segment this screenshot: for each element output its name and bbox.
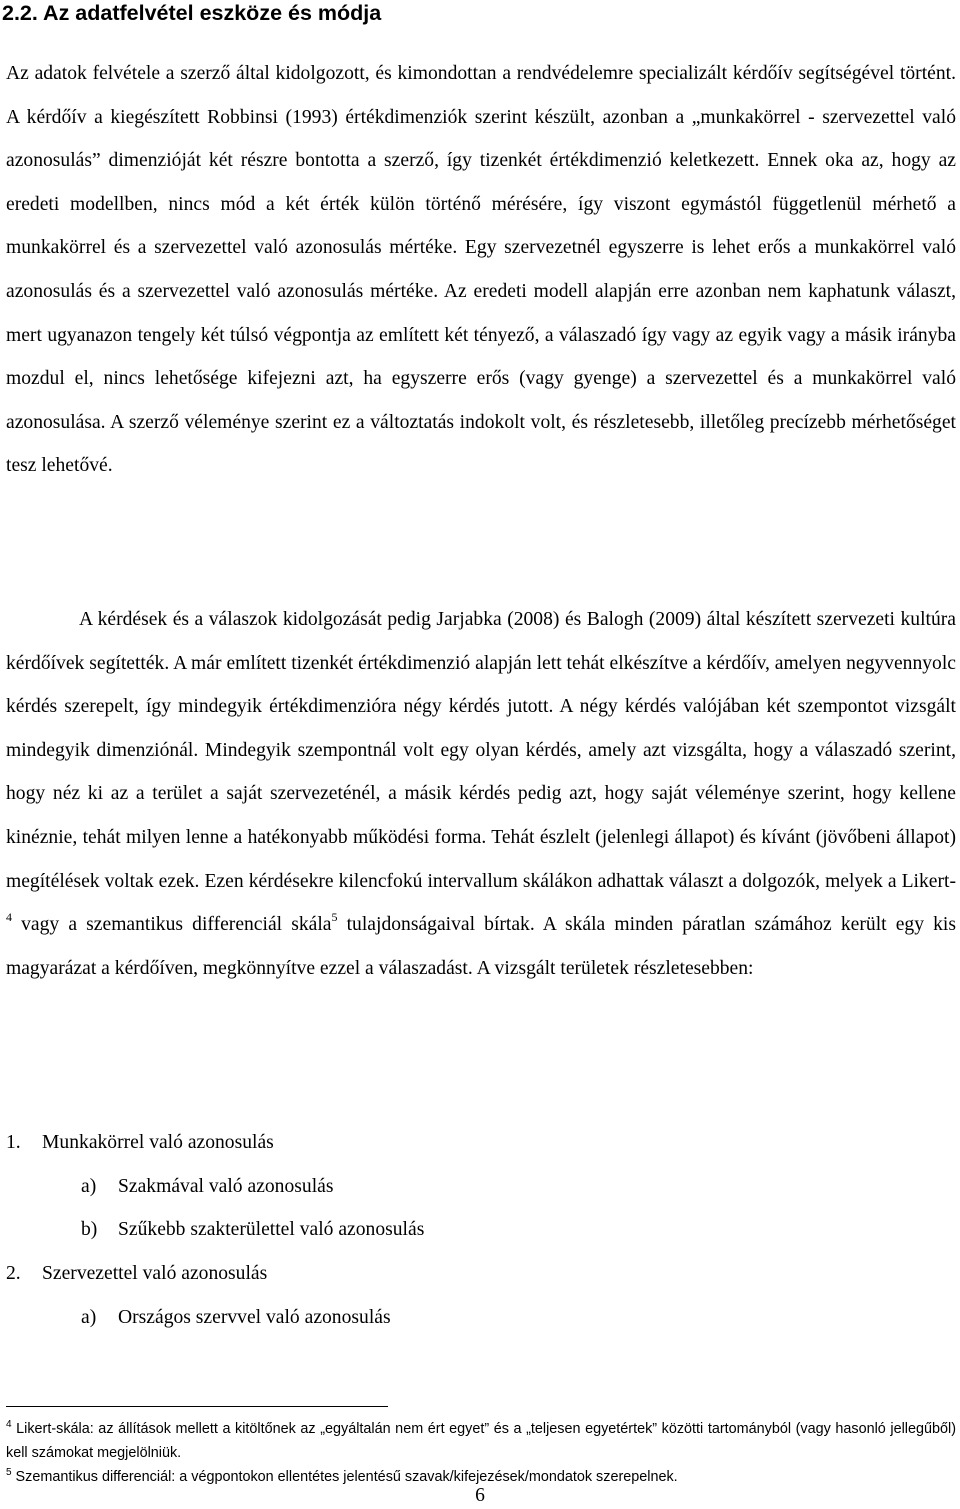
paragraph-2-part-2: vagy a szemantikus differenciál skála: [12, 914, 332, 936]
footnote-mark: 5: [6, 1467, 12, 1478]
list-item-number: a): [81, 1176, 97, 1197]
list-item-number: 1.: [6, 1132, 21, 1153]
list-item-text: Szervezettel való azonosulás: [42, 1263, 268, 1284]
paragraph-2-part-1: A kérdések és a válaszok kidolgozását pedig Jarjabka (2008) és Balogh (2009) által készített szervezeti kultúra kérdőívek segítették. A már említett tizenkét értékdimenzió alapján lett tehát elkészítve a kérdőív, amelyen negyvennyolc kérdés szerepelt, így mindegyik értékdimenzióra négy kérdés jutott. A négy kérdés valójában két szempontot vizsgált mindegyik dimenziónál. Mindegyik szempontnál volt egy olyan kérdés, amely azt vizsgálta, hogy a válaszadó szerint, hogy néz ki az a terület a saját szervezeténél, a másik kérdés pedig azt, hogy saját véleménye szerint, hogy kellene kinéznie, tehát milyen lenne a hatékonyabb működési forma. Tehát észlelt (jelenlegi állapot) és kívánt (jövőbeni állapot) megítélések voltak ezek. Ezen kérdésekre kilencfokú intervallum skálákon adhattak választ a dolgozók, melyek a Likert-: [6, 609, 956, 892]
list-subitem: [81, 1218, 424, 1242]
list-item-text: Szűkebb szakterülettel való azonosulás: [118, 1219, 425, 1240]
list-item: [6, 1262, 267, 1286]
footnote-ref-4[interactable]: 4: [6, 910, 12, 925]
section-heading: 2.2. Az adatfelvétel eszköze és módja: [2, 1, 382, 25]
footnote-text: Szemantikus differenciál: a végpontokon ellentétes jelentésű szavak/kifejezések/mondatok szerepelnek.: [11, 1469, 678, 1485]
list-item-number: 2.: [6, 1263, 21, 1284]
page-number: 6: [475, 1485, 485, 1506]
footnote-ref-5[interactable]: 5: [331, 910, 338, 925]
list-item-number: a): [81, 1307, 97, 1328]
footnote-separator: [6, 1406, 388, 1407]
list-item-text: Országos szervvel való azonosulás: [118, 1307, 391, 1328]
list-item: [6, 1131, 274, 1155]
list-subitem: [81, 1175, 333, 1199]
list-subitem: [81, 1306, 391, 1330]
footnote-4: [6, 1417, 956, 1465]
footnote-text: Likert-skála: az állítások mellett a kitöltőnek az „egyáltalán nem ért egyet” és a „teljesen egyetértek” közötti tartományból (vagy hasonló jellegűből) kell számokat megjelölniük.: [6, 1421, 956, 1461]
paragraph-2: [6, 598, 956, 990]
paragraph-1: Az adatok felvétele a szerző által kidolgozott, és kimondottan a rendvédelemre specializált kérdőív segítségével történt. A kérdőív a kiegészített Robbinsi (1993) értékdimenziók szerint készült, azonban a „munkakörrel - szervezettel való azonosulás” dimenzióját két részre bontotta a szerző, így tizenkét értékdimenzió keletkezett. Ennek oka az, hogy az eredeti modellben, nincs mód a két érték külön történő mérésére, így viszont egymástól függetlenül mérhető a munkakörrel és a szervezettel való azonosulás mértéke. Egy szervezetnél egyszerre is lehet erős a munkakörrel való azonosulás és a szervezettel való azonosulás mértéke. Az eredeti modell alapján erre azonban nem kaphatunk választ, mert ugyanazon tengely két túlsó végpontja az említett két tényező, a válaszadó így vagy az egyik vagy a másik irányba mozdul el, nincs lehetősége kifejezni azt, ha egyszerre erős (vagy gyenge) a szervezettel és a munkakörrel való azonosulása. A szerző véleménye szerint ez a változtatás indokolt volt, és részletesebb, illetőleg precízebb mérhetőséget tesz lehetővé.: [6, 63, 956, 477]
paragraph-2-part-3: tulajdonságaival bírtak. A skála minden páratlan számához került egy kis magyarázat a kérdőíven, megkönnyítve ezzel a válaszadást. A vizsgált területek részletesebben:: [6, 914, 957, 979]
list-item-text: Munkakörrel való azonosulás: [42, 1132, 274, 1153]
list-item-text: Szakmával való azonosulás: [118, 1176, 334, 1197]
list-item-number: b): [81, 1219, 98, 1240]
footnote-mark: 4: [6, 1419, 12, 1430]
